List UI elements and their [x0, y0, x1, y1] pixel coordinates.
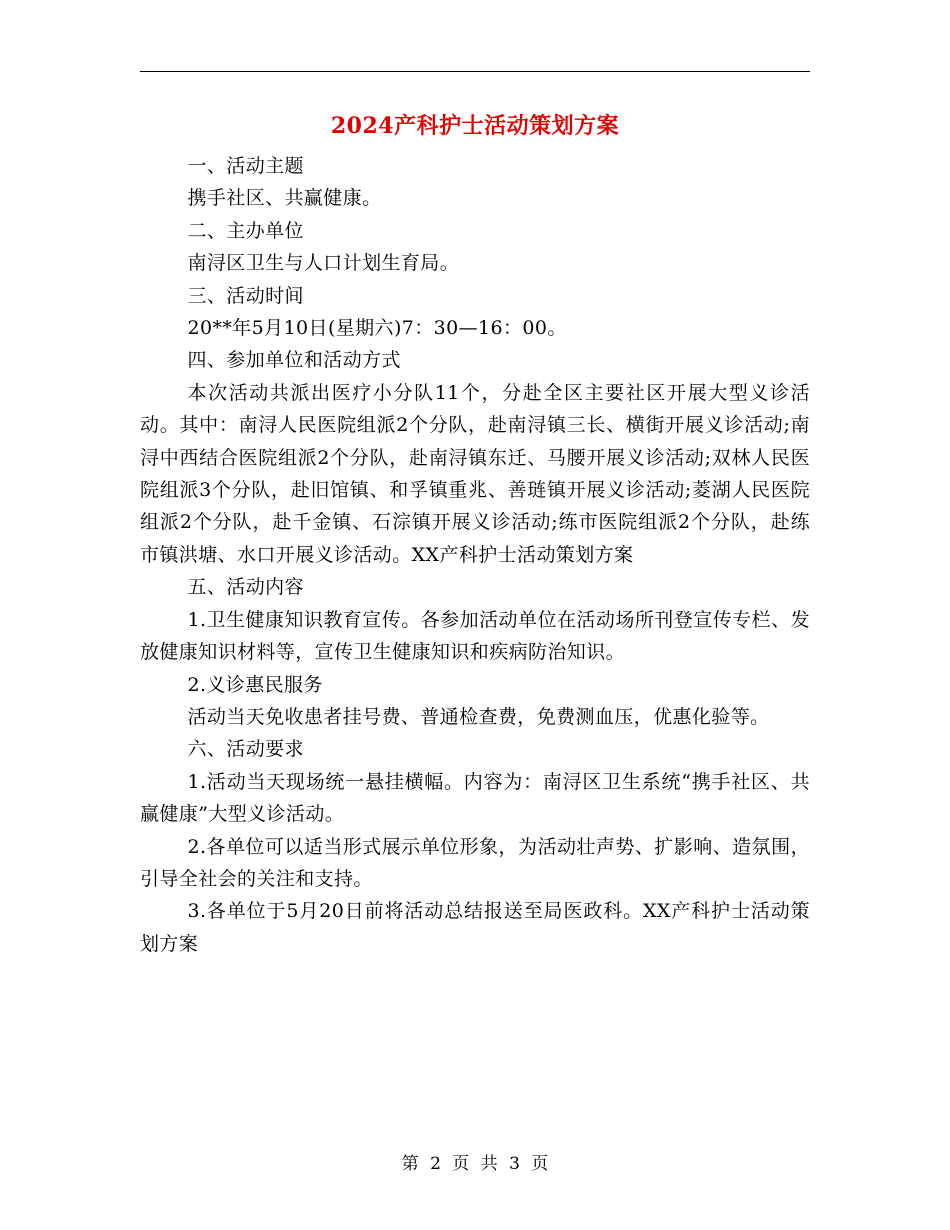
paragraph: 1.卫生健康知识教育宣传。各参加活动单位在活动场所刊登宣传专栏、发放健康知识材料等，宣传卫生健康知识和疾病防治知识。: [140, 608, 810, 664]
section-heading: 四、参加单位和活动方式: [187, 349, 401, 372]
paragraph: 活动当天免收患者挂号费、普通检查费，免费测血压，优惠化验等。: [187, 705, 770, 728]
paragraph: 南浔区卫生与人口计划生育局。: [187, 252, 460, 275]
paragraph: 本次活动共派出医疗小分队11个，分赴全区主要社区开展大型义诊活动。其中：南浔人民医院组派2个分队，赴南浔镇三长、横街开展义诊活动;南浔中西结合医院组派2个分队，赴南浔镇东迁、马腰开展义诊活动;双林人民医院组派3个分队，赴旧馆镇、和孚镇重兆、善琏镇开展义诊活动;菱湖人民医院组派2个分队，赴千金镇、石淙镇开展义诊活动;练市医院组派2个分队，赴练市镇洪塘、水口开展义诊活动。XX产科护士活动策划方案: [140, 381, 810, 566]
paragraph: 20**年5月10日(星期六)7：30—16：00。: [187, 317, 567, 340]
section-heading: 一、活动主题: [187, 155, 304, 177]
paragraph: 2.各单位可以适当形式展示单位形象，为活动壮声势、扩影响、造氛围，引导全社会的关注和支持。: [140, 835, 810, 890]
section-heading: 五、活动内容: [187, 576, 304, 599]
paragraph: 携手社区、共赢健康。: [187, 187, 382, 210]
paragraph: 3.各单位于5月20日前将活动总结报送至局医政科。XX产科护士活动策划方案: [140, 900, 810, 955]
page-footer: 第 2 页 共 3 页: [401, 1154, 549, 1174]
document-title: 2024产科护士活动策划方案: [330, 113, 620, 139]
paragraph: 1.活动当天现场统一悬挂横幅。内容为：南浔区卫生系统“携手社区、共赢健康”大型义诊活动。: [140, 770, 810, 826]
section-heading: 三、活动时间: [187, 284, 304, 307]
section-heading: 二、主办单位: [187, 219, 304, 242]
section-heading: 六、活动要求: [187, 738, 304, 761]
document-body: [140, 150, 810, 960]
paragraph: 2.义诊惠民服务: [187, 673, 323, 696]
header-rule: [140, 71, 810, 72]
